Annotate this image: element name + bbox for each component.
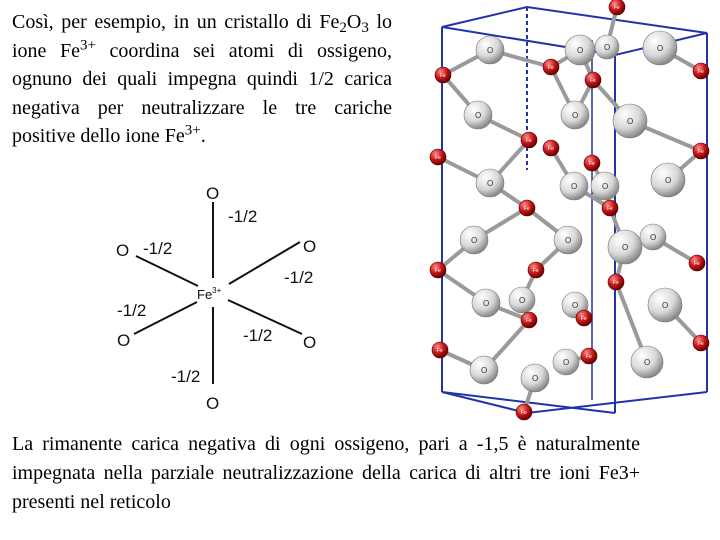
iron-atom-label: Fe: [526, 138, 532, 144]
iron-atom-label: Fe: [581, 316, 587, 322]
iron-atom-label: Fe: [524, 206, 530, 212]
oxygen-atom-label: O: [481, 366, 488, 375]
oxygen-atom-label: O: [571, 182, 578, 191]
oxygen-lower-left: O: [117, 331, 131, 350]
charge-upper-right: -1/2: [284, 268, 314, 287]
oxygen-atom-label: O: [622, 243, 629, 252]
charge-lower-left: -1/2: [117, 301, 147, 320]
iron-atom-label: Fe: [586, 354, 592, 360]
iron-atom-label: Fe: [614, 5, 620, 11]
iron-atom-label: Fe: [435, 268, 441, 274]
charge-top: -1/2: [228, 207, 258, 226]
outro-text: La rimanente carica negativa di ogni ossigeno, pari a -1,5 è naturalmente impegnata nella parziale neutralizzazione della carica di altri tre ioni Fe3+ presenti nel reticolo: [12, 433, 640, 513]
iron-atom-label: Fe: [698, 69, 704, 75]
iron-atom-label: Fe: [607, 206, 613, 212]
iron-atom-label: Fe: [698, 341, 704, 347]
oxygen-atom-label: O: [487, 46, 494, 55]
iron-atom-label: Fe: [521, 410, 527, 416]
oxygen-top: O: [206, 184, 220, 203]
oxygen-atom-label: O: [657, 44, 664, 53]
oxygen-atom-label: O: [577, 46, 584, 55]
iron-atom-label: Fe: [590, 78, 596, 84]
oxygen-bottom: O: [206, 394, 220, 413]
oxygen-atom-label: O: [602, 182, 609, 191]
iron-atom-label: Fe: [698, 149, 704, 155]
oxygen-atom-label: O: [519, 296, 526, 305]
iron-atom-label: Fe: [548, 65, 554, 71]
oxygen-atom-label: O: [572, 301, 579, 310]
intro-text: Così, per esempio, in un cristallo di $Fe_2O_3$ lo ione $Fe^{3+}$ coordina sei atomi di ossigeno, ognuno dei quali impegna quindi 1/2 carica negativa per neutralizzare le tre cariche positive dello ione $Fe^{3+}$.: [12, 11, 393, 148]
charge-lower-right: -1/2: [243, 326, 273, 345]
oxygen-atom-label: O: [604, 43, 611, 52]
iron-atom-label: Fe: [613, 280, 619, 286]
oxygen-atom-label: O: [662, 301, 669, 310]
oxygen-upper-right: O: [303, 237, 317, 256]
oxygen-atom-label: O: [475, 111, 482, 120]
iron-atom-label: Fe: [437, 348, 443, 354]
oxygen-atom-label: O: [487, 179, 494, 188]
oxygen-atom-label: O: [483, 299, 490, 308]
oxygen-atom-label: O: [644, 358, 651, 367]
iron-atom-label: Fe: [548, 146, 554, 152]
oxygen-atom-label: O: [665, 176, 672, 185]
oxygen-atom-label: O: [563, 358, 570, 367]
iron-atom-label: Fe: [440, 73, 446, 79]
cell-bottom-edge: [442, 392, 707, 413]
iron-atom-label: Fe: [694, 261, 700, 267]
iron-center: $Fe^{3+}$: [197, 286, 222, 302]
oxygen-atom-label: O: [471, 236, 478, 245]
oxygen-atom-label: O: [572, 111, 579, 120]
oxygen-atom-label: O: [532, 374, 539, 383]
iron-atom-label: Fe: [589, 161, 595, 167]
iron-atom-label: Fe: [533, 268, 539, 274]
oxygen-atom-label: O: [650, 233, 657, 242]
oxygen-atom-label: O: [627, 117, 634, 126]
oxygen-atom-label: O: [565, 236, 572, 245]
charge-upper-left: -1/2: [143, 239, 173, 258]
iron-atom-label: Fe: [526, 318, 532, 324]
iron-atom-label: Fe: [435, 155, 441, 161]
charge-bottom: -1/2: [171, 367, 201, 386]
oxygen-lower-right: O: [303, 333, 317, 352]
oxygen-upper-left: O: [116, 241, 130, 260]
